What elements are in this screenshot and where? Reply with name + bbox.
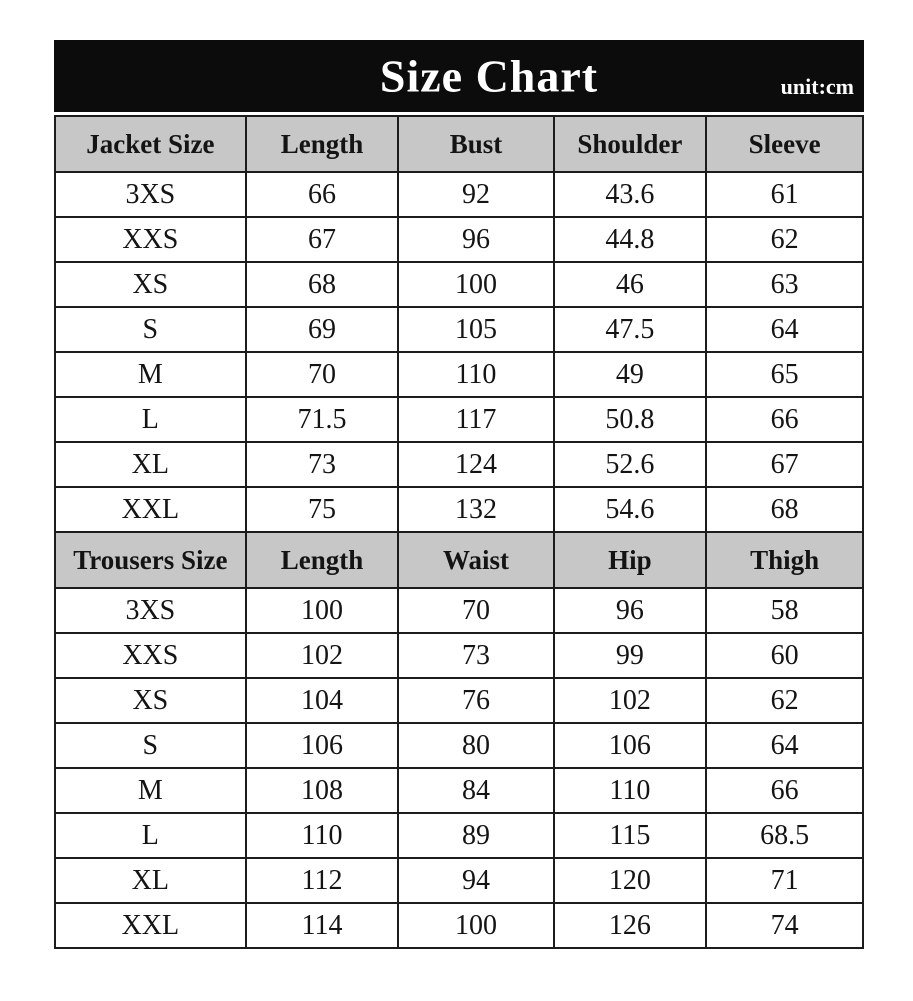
size-cell: M (55, 352, 246, 397)
column-header-trousers-size: Trousers Size (55, 532, 246, 588)
value-cell: 102 (554, 678, 707, 723)
value-cell: 67 (706, 442, 863, 487)
value-cell: 67 (246, 217, 399, 262)
value-cell: 66 (706, 768, 863, 813)
table-row (55, 352, 863, 397)
value-cell: 120 (554, 858, 707, 903)
column-header-length: Length (246, 532, 399, 588)
value-cell: 75 (246, 487, 399, 532)
value-cell: 115 (554, 813, 707, 858)
value-cell: 74 (706, 903, 863, 948)
value-cell: 96 (398, 217, 553, 262)
value-cell: 68.5 (706, 813, 863, 858)
value-cell: 100 (398, 903, 553, 948)
table-row (55, 262, 863, 307)
value-cell: 100 (246, 588, 399, 633)
value-cell: 132 (398, 487, 553, 532)
size-cell: 3XS (55, 172, 246, 217)
trousers-header-row (55, 532, 863, 588)
value-cell: 68 (706, 487, 863, 532)
table-row (55, 768, 863, 813)
value-cell: 96 (554, 588, 707, 633)
table-row (55, 813, 863, 858)
value-cell: 110 (398, 352, 553, 397)
value-cell: 73 (246, 442, 399, 487)
table-row (55, 858, 863, 903)
jacket-header-row (55, 116, 863, 172)
title-bar (54, 40, 864, 112)
table-row (55, 442, 863, 487)
value-cell: 64 (706, 307, 863, 352)
size-cell: XXL (55, 903, 246, 948)
value-cell: 68 (246, 262, 399, 307)
table-row (55, 487, 863, 532)
column-header-thigh: Thigh (706, 532, 863, 588)
value-cell: 49 (554, 352, 707, 397)
table-row (55, 217, 863, 262)
value-cell: 106 (554, 723, 707, 768)
value-cell: 106 (246, 723, 399, 768)
size-cell: XXS (55, 633, 246, 678)
size-cell: M (55, 768, 246, 813)
column-header-sleeve: Sleeve (706, 116, 863, 172)
value-cell: 94 (398, 858, 553, 903)
table-row (55, 588, 863, 633)
value-cell: 46 (554, 262, 707, 307)
value-cell: 102 (246, 633, 399, 678)
value-cell: 66 (246, 172, 399, 217)
value-cell: 64 (706, 723, 863, 768)
table-row (55, 678, 863, 723)
value-cell: 44.8 (554, 217, 707, 262)
value-cell: 66 (706, 397, 863, 442)
size-cell: XS (55, 262, 246, 307)
column-header-waist: Waist (398, 532, 553, 588)
value-cell: 99 (554, 633, 707, 678)
size-chart (54, 40, 864, 949)
value-cell: 47.5 (554, 307, 707, 352)
size-cell: S (55, 307, 246, 352)
value-cell: 70 (398, 588, 553, 633)
value-cell: 110 (554, 768, 707, 813)
value-cell: 73 (398, 633, 553, 678)
value-cell: 60 (706, 633, 863, 678)
size-cell: XXL (55, 487, 246, 532)
size-cell: XL (55, 442, 246, 487)
value-cell: 104 (246, 678, 399, 723)
size-cell: 3XS (55, 588, 246, 633)
value-cell: 112 (246, 858, 399, 903)
value-cell: 84 (398, 768, 553, 813)
value-cell: 43.6 (554, 172, 707, 217)
table-row (55, 723, 863, 768)
value-cell: 71 (706, 858, 863, 903)
value-cell: 58 (706, 588, 863, 633)
value-cell: 110 (246, 813, 399, 858)
value-cell: 100 (398, 262, 553, 307)
value-cell: 92 (398, 172, 553, 217)
table-row (55, 307, 863, 352)
value-cell: 65 (706, 352, 863, 397)
value-cell: 54.6 (554, 487, 707, 532)
column-header-length: Length (246, 116, 399, 172)
value-cell: 117 (398, 397, 553, 442)
value-cell: 62 (706, 217, 863, 262)
value-cell: 50.8 (554, 397, 707, 442)
value-cell: 69 (246, 307, 399, 352)
table-row (55, 397, 863, 442)
size-cell: XL (55, 858, 246, 903)
size-cell: S (55, 723, 246, 768)
value-cell: 108 (246, 768, 399, 813)
table-row (55, 172, 863, 217)
table-row (55, 633, 863, 678)
column-header-hip: Hip (554, 532, 707, 588)
value-cell: 105 (398, 307, 553, 352)
value-cell: 124 (398, 442, 553, 487)
value-cell: 89 (398, 813, 553, 858)
column-header-jacket-size: Jacket Size (55, 116, 246, 172)
value-cell: 63 (706, 262, 863, 307)
unit-label: unit:cm (780, 74, 854, 99)
value-cell: 70 (246, 352, 399, 397)
value-cell: 126 (554, 903, 707, 948)
column-header-bust: Bust (398, 116, 553, 172)
size-cell: L (55, 813, 246, 858)
size-cell: XS (55, 678, 246, 723)
value-cell: 61 (706, 172, 863, 217)
value-cell: 114 (246, 903, 399, 948)
value-cell: 52.6 (554, 442, 707, 487)
value-cell: 76 (398, 678, 553, 723)
table-row (55, 903, 863, 948)
size-cell: XXS (55, 217, 246, 262)
value-cell: 62 (706, 678, 863, 723)
page-title: Size Chart (379, 50, 599, 102)
column-header-shoulder: Shoulder (554, 116, 707, 172)
value-cell: 71.5 (246, 397, 399, 442)
size-table (54, 115, 864, 949)
size-cell: L (55, 397, 246, 442)
value-cell: 80 (398, 723, 553, 768)
